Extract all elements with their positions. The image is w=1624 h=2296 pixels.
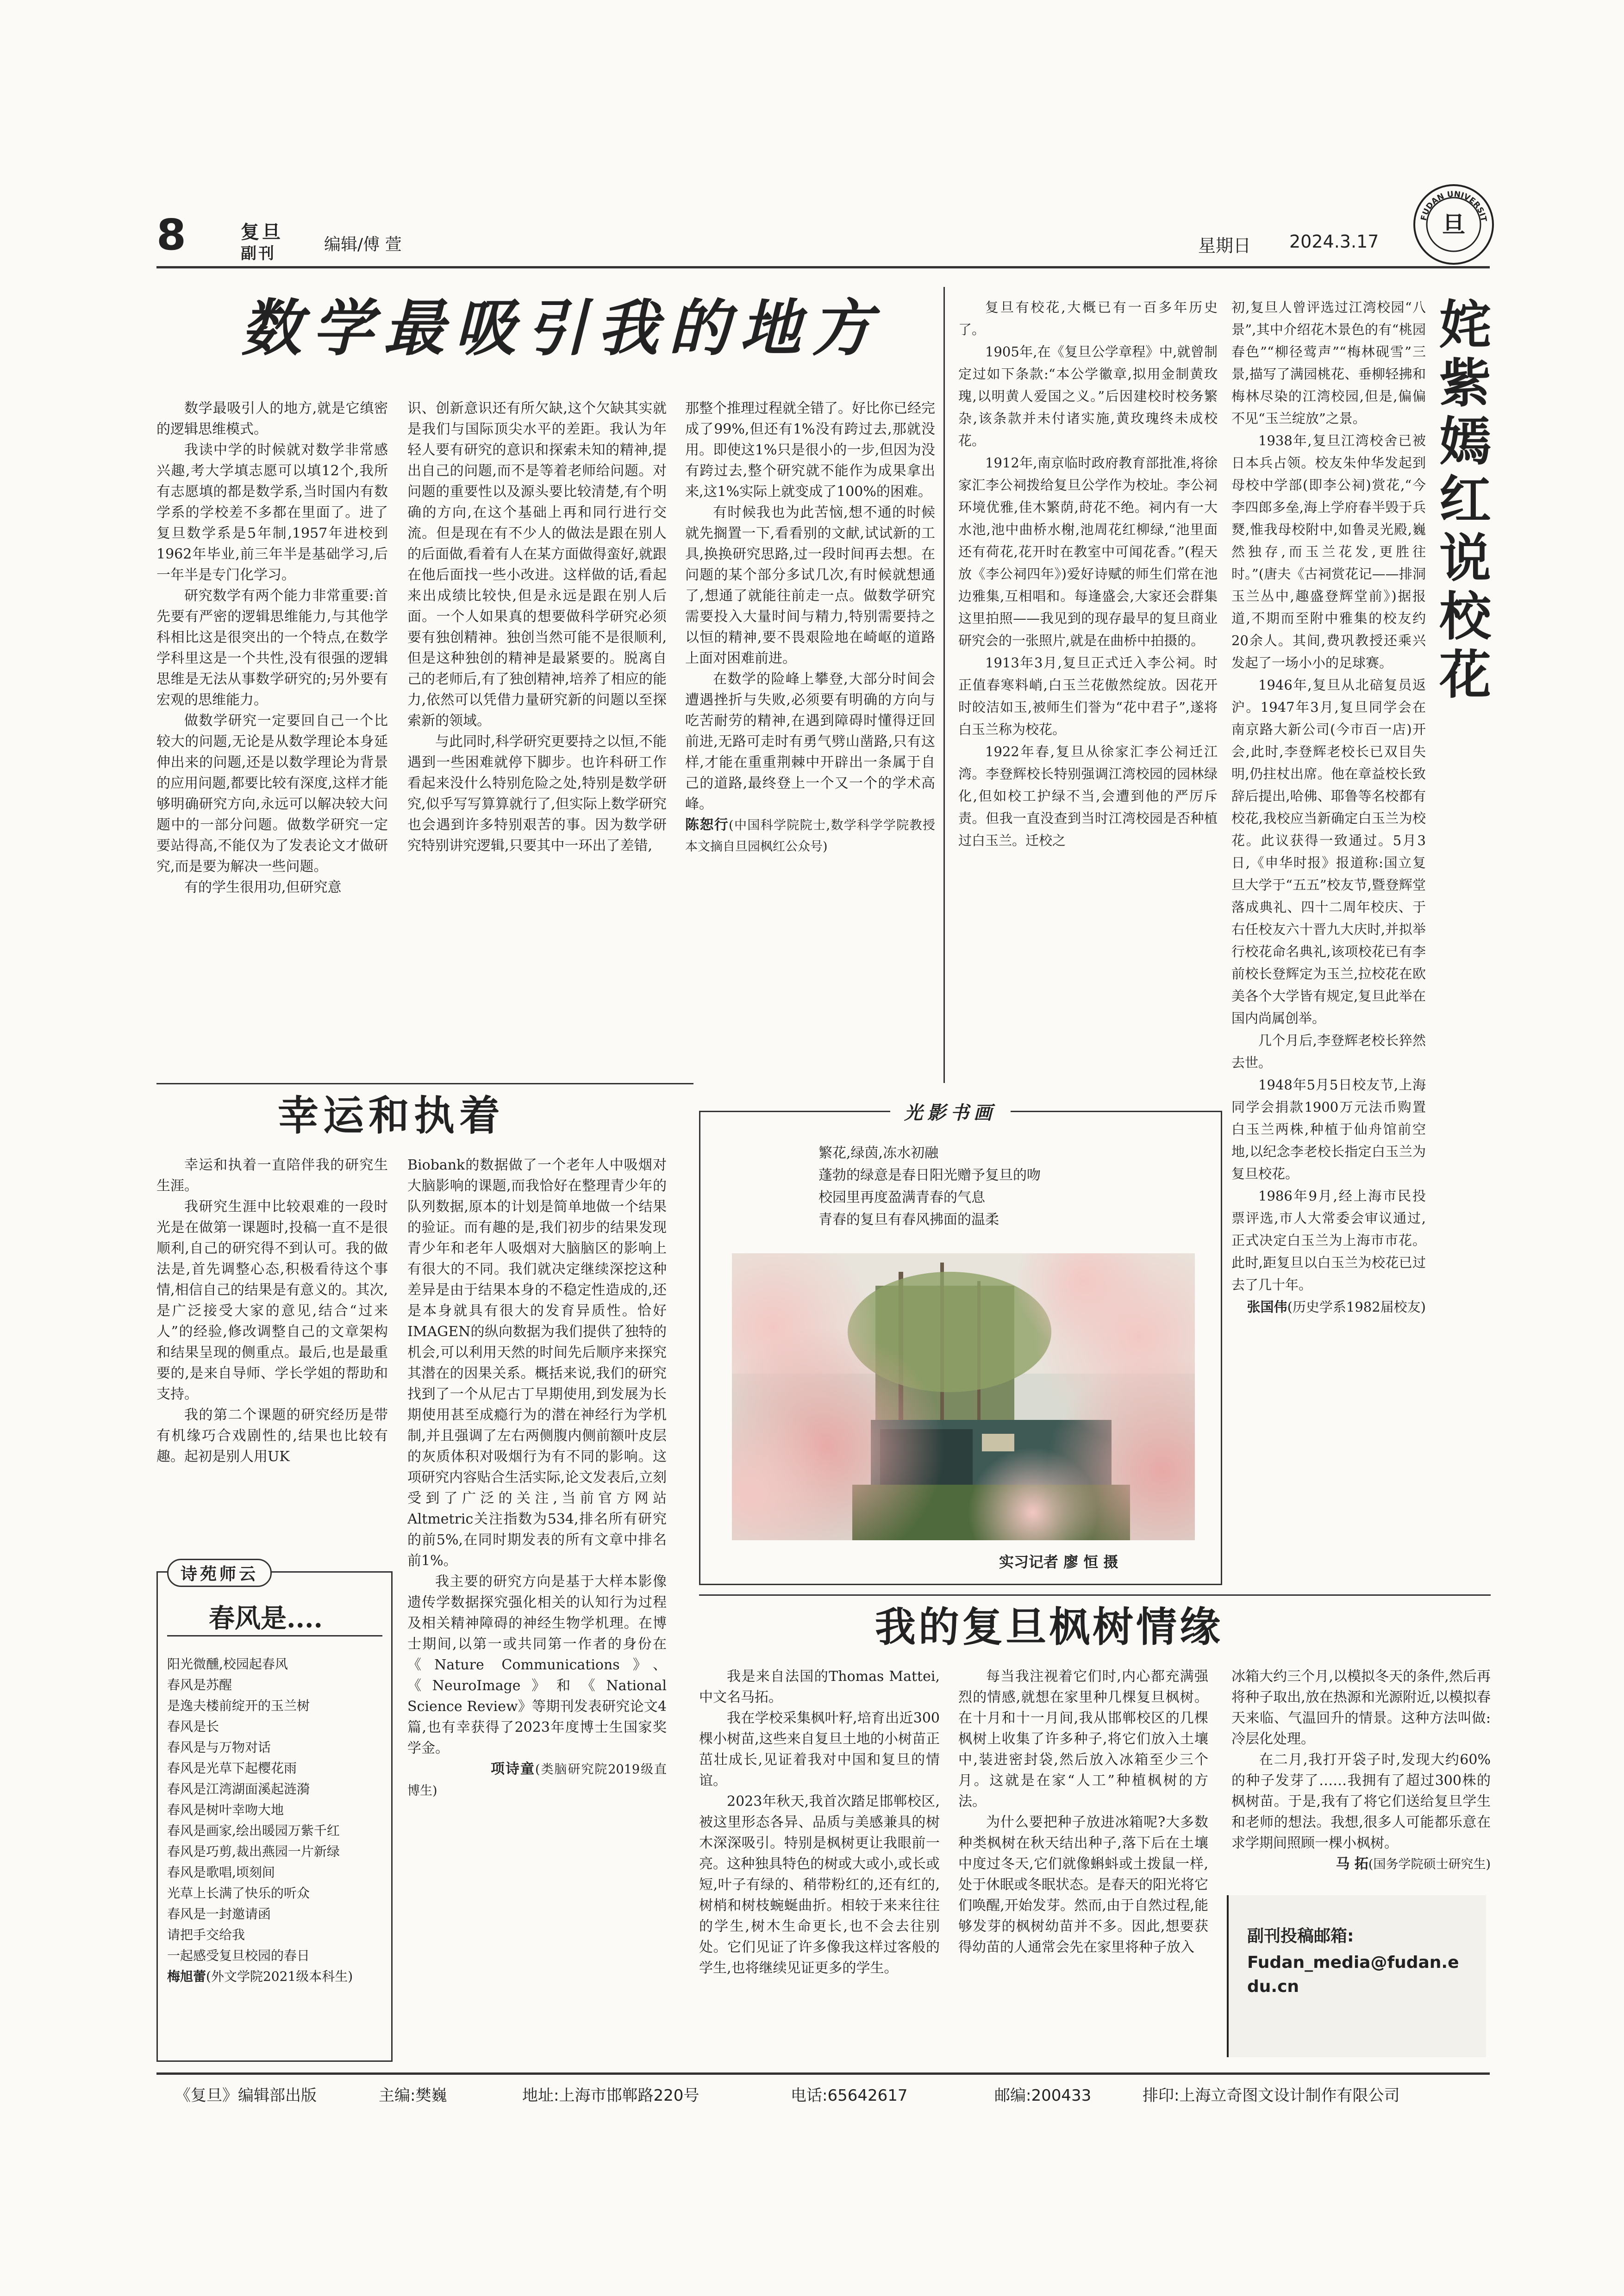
poem-author: 梅旭蕾 <box>167 1969 206 1984</box>
math-author: 陈恕行 <box>685 817 729 833</box>
luck-top-rule <box>156 1083 693 1084</box>
paragraph: 我主要的研究方向是基于大样本影像遗传学数据探究强化相关的认知行为过程及相关精神障碍的神经生物学机理。在博士期间,以第一或共同第一作者的身份在《Nature Communications》、《NeuroImage》和《National Science Review》等期刊发表研究论文4篇,也有幸获得了2023年度博士生国家奖学金。 <box>407 1574 667 1756</box>
paragraph: 1986年9月,经上海市民投票评选,市人大常委会审议通过,正式决定白玉兰为上海市市花。此时,距复旦以白玉兰为校花已过去了几十年。 <box>1231 1188 1426 1293</box>
poem-line: 春风是江湾湖面溪起涟漪 <box>167 1781 310 1797</box>
paragraph: 与此同时,科学研究更要持之以恒,不能遇到一些困难就停下脚步。也许科研工作看起来没什么特别危险之处,特别是数学研究,似乎写写算算就行了,但实际上数学研究也会遇到许多特别艰苦的事。因为数学研究特别讲究逻辑,只要其中一环出了差错, <box>407 734 667 854</box>
paragraph: 冰箱大约三个月,以模拟冬天的条件,然后再将种子取出,放在热源和光源附近,以模拟春天来临、气温回升的情景。这种方法叫做:冷层化处理。 <box>1231 1668 1491 1747</box>
paragraph: 做数学研究一定要回自己一个比较大的问题,无论是从数学理论本身延伸出来的问题,还是以数学理论为背景的应用问题,都要比较有深度,这样才能够明确研究方向,永远可以解决较大问题中的一部分问题。做数学研究一定要站得高,不能仅为了发表论文才做研究,而是要为解决一些问题。 <box>156 713 388 875</box>
paragraph: 每当我注视着它们时,内心都充满强烈的情感,就想在家里种几棵复旦枫树。在十月和十一月间,我从邯郸校区的几棵枫树上收集了许多种子,将它们放入土壤中,装进密封袋,然后放入冰箱至少三个月。这就是在家“人工”种植枫树的方法。 <box>958 1668 1208 1810</box>
paragraph: 我的第二个课题的研究经历是带有机缘巧合戏剧性的,结果也比较有趣。起初是别人用UK <box>156 1407 388 1465</box>
luck-col-1 <box>156 1155 388 1557</box>
footer-rule <box>156 2072 1490 2075</box>
footer-phone: 电话:65642617 <box>791 2086 908 2105</box>
paragraph: 有时候我也为此苦恼,想不通的时候就先搁置一下,看看别的文献,试试新的工具,换换研究思路,过一段时间再去想。在问题的某个部分多试几次,有时候就想通了,想通了就能往前走一点。做数学研究需要投入大量时间与精力,特别需要持之以恒的精神,要不畏艰险地在崎岖的道路上面对困难前进。 <box>685 504 935 666</box>
luck-title: 幸运和执着 <box>278 1091 505 1139</box>
caption-line: 繁花,绿茵,冻水初融 <box>818 1145 939 1161</box>
paragraph: 1913年3月,复旦正式迁入李公祠。时正值春寒料峭,白玉兰花傲然绽放。因花开时皎洁如玉,被师生们誉为“花中君子”,遂将白玉兰称为校花。 <box>958 655 1218 737</box>
poem-author-note: (外文学院2021级本科生) <box>206 1969 353 1984</box>
footer-chief-editor: 主编:樊巍 <box>379 2086 447 2105</box>
paragraph: 在二月,我打开袋子时,发现大约60%的种子发芽了……我拥有了超过300株的枫树苗。于是,我有了将它们送给复旦学生和老师的想法。我想,很多人可能都乐意在求学期间照顾一棵小枫树。 <box>1231 1752 1491 1851</box>
logo-text: FUDAN UNIVERSIT <box>1419 189 1488 223</box>
paragraph: 2023年秋天,我首次踏足邯郸校区,被这里形态各异、品质与美感兼具的树木深深吸引。特别是枫树更让我眼前一亮。这种独具特色的树或大或小,或长或短,叶子有绿的、稍带粉红的,还有红的,树梢和树枝蜿蜒曲折。相较于来来往往的学生,树木生命更长,也不会去往别处。它们见证了许多像我这样过客般的学生,也将继续见证更多的学生。 <box>699 1793 940 1976</box>
paragraph: 1946年,复旦从北碚复员返沪。1947年3月,复旦同学会在南京路大新公司(今市百一店)开会,此时,李登辉老校长已双目失明,仍拄杖出席。他在章益校长致辞后提出,哈佛、耶鲁等名校都有校花,我校应当新确定白玉兰为校花。此议获得一致通过。5月3日,《申华时报》报道称:国立复旦大学于“五五”校友节,暨登辉堂落成典礼、四十二周年校庆、于右任校友六十晋九大庆时,并拟举行校花命名典礼,该项校花已有李前校长登辉定为玉兰,拉校花在欧美各个大学皆有规定,复旦此举在国内尚属创举。 <box>1231 677 1426 1026</box>
paragraph: 有的学生很用功,但研究意 <box>184 879 342 896</box>
paragraph: 1912年,南京临时政府教育部批准,将徐家汇李公祠拨给复旦公学作为校址。李公祠环境优雅,佳木繁荫,莳花不绝。祠内有一大水池,池中曲桥水榭,池周花红柳绿,“池里面还有荷花,花开时在教室中可闻花香。”(程天放《李公祠四年》)爱好诗赋的师生们常在池边雅集,互相唱和。每逢盛会,大家还会群集这里拍照——我见到的现存最早的复旦商业研究会的一张照片,就是在曲桥中拍摄的。 <box>958 455 1218 648</box>
poem-line: 春风是一封邀请函 <box>167 1906 271 1922</box>
photo-credit: 实习记者 廖 恒 摄 <box>999 1553 1118 1571</box>
paragraph: 幸运和执着一直陪伴我的研究生生涯。 <box>156 1157 388 1194</box>
paragraph: 为什么要把种子放进冰箱呢?大多数种类枫树在秋天结出种子,落下后在土壤中度过冬天,它们就像蝌蚪或土拨鼠一样,处于休眠或冬眠状态。是春天的阳光将它们唤醒,开始发芽。然而,由于自然过程,能够发芽的枫树幼苗并不多。因此,想要获得幼苗的人通常会先在家里将种子放入 <box>958 1814 1208 1955</box>
magnolia-title: 姹紫嫣红说校花 <box>1439 295 1491 705</box>
magnolia-col-1 <box>958 296 1218 1092</box>
poem-lines <box>167 1654 387 1987</box>
submission-box <box>1227 1895 1486 2057</box>
paragraph: 数学最吸引人的地方,就是它缜密的逻辑思维模式。 <box>156 400 388 437</box>
paragraph: 1938年,复旦江湾校舍已被日本兵占领。校友朱仲华发起到母校中学部(即李公祠)赏花,“今李四郎多垒,海上学府春半毁于兵燹,惟我母校附中,如鲁灵光殿,巍然独存,而玉兰花发,更胜往时。”(唐夫《古祠赏花记——排洞玉兰丛中,趣盛登辉堂前》)据报道,不期而至附中雅集的校友约20余人。其间,费巩教授还乘兴发起了一场小小的足球赛。 <box>1231 433 1426 671</box>
poem-line: 春风是与万物对话 <box>167 1740 271 1755</box>
paragraph: 1948年5月5日校友节,上海同学会捐款1900万元法币购置白玉兰两株,种植于仙舟馆前空地,以纪念李老校长指定白玉兰为复旦校花。 <box>1231 1077 1426 1182</box>
maple-col-1 <box>699 1666 940 2064</box>
luck-author: 项诗童 <box>491 1761 535 1777</box>
caption-line: 校园里再度盈满青春的气息 <box>818 1189 985 1206</box>
poem-line: 春风是树叶幸吻大地 <box>167 1802 284 1817</box>
poem-line: 春风是巧剪,裁出燕园一片新绿 <box>167 1844 340 1859</box>
caption-line: 蓬勃的绿意是春日阳光赠予复旦的吻 <box>818 1167 1041 1183</box>
maple-col-3 <box>1231 1666 1491 1884</box>
fudan-logo <box>1412 183 1495 266</box>
building-sign <box>982 1434 1014 1451</box>
campus-photo <box>732 1253 1195 1540</box>
paragraph: 初,复旦人曾评选过江湾校园“八景”,其中介绍花木景色的有“桃园春色”“柳径莺声”“梅林砚雪”三景,描写了满园桃花、垂柳轻拂和梅林尽染的江湾校园,但是,偏偏不见“玉兰绽放”之景。 <box>1231 299 1426 426</box>
magnolia-author: 张国伟 <box>1247 1299 1287 1315</box>
math-col-2 <box>407 398 667 1090</box>
poem-line: 请把手交给我 <box>167 1927 245 1942</box>
math-column-rule <box>943 287 945 1083</box>
magnolia-col-2 <box>1231 296 1426 1587</box>
poem-line: 春风是画家,绘出暖园万紫千红 <box>167 1823 340 1838</box>
masthead-name: 复旦 <box>241 221 283 243</box>
paragraph: 我研究生涯中比较艰难的一段时光是在做第一课题时,投稿一直不是很顺利,自己的研究得不到认可。我的做法是,首先调整心态,积极看待这个事情,相信自己的结果是有意义的。其次,是广泛接受大家的意见,结合“过来人”的经验,修改调整自己的文章架构和结果呈现的侧重点。最后,也是最重要的,是来自导师、学长学姐的帮助和支持。 <box>156 1199 388 1402</box>
paragraph: 在数学的险峰上攀登,大部分时间会遭遇挫折与失败,必须要有明确的方向与吃苦耐劳的精神,在遇到障碍时懂得迂回前进,无路可走时有勇气劈山凿路,只有这样,才能在重重荆棘中开辟出一条属于自己的道路,最终登上一个又一个的学术高峰。 <box>685 671 935 812</box>
math-author-note: (中国科学院院士,数学科学学院教授 本文摘自旦园枫红公众号) <box>685 818 935 854</box>
magnolia-author-note: (历史学系1982届校友) <box>1287 1299 1426 1315</box>
paragraph: 那整个推理过程就全错了。好比你已经完成了99%,但还有1%没有跨过去,那就没用。即使这1%只是很小的一步,但因为没有跨过去,整个研究就不能作为成果拿出来,这1%实际上就变成了100%的困难。 <box>685 400 935 500</box>
poem-column-badge: 诗苑师云 <box>167 1559 272 1587</box>
paragraph: 我在学校采集枫叶籽,培育出近300棵小树苗,这些来自复旦土地的小树苗正茁壮成长,见证着我对中国和复旦的情谊。 <box>699 1710 940 1789</box>
page-footer <box>156 2083 1490 2110</box>
maple-author: 马 拓 <box>1336 1856 1368 1872</box>
paragraph: 1905年,在《复旦公学章程》中,就曾制定过如下条款:“本公学徽章,拟用金制黄玫瑰,以明黄人爱国之义。”后因建校时校务繁杂,该条款并未付诸实施,黄玫瑰终未成校花。 <box>958 344 1218 448</box>
poem-line: 春风是歌唱,顷刻间 <box>167 1865 275 1880</box>
header-rule <box>156 266 1490 268</box>
paragraph: Biobank的数据做了一个老年人中吸烟对大脑影响的课题,而我恰好在整理青少年的队列数据,原本的计划是简单地做一个结果的验证。而有趣的是,我们初步的结果发现青少年和老年人吸烟对大脑脑区的影响上有很大的不同。我们就决定继续深挖这种差异是由于结果本身的不稳定性造成的,还是本身就具有很大的发育异质性。恰好IMAGEN的纵向数据为我们提供了独特的机会,可以利用天然的时间先后顺序来探究其潜在的因果关系。概括来说,我们的研究找到了一个从尼古丁早期使用,到发展为长期使用甚至成瘾行为的潜在神经行为学机制,并且强调了左右两侧腹内侧前额叶皮层的灰质体积对吸烟行为有不同的影响。这项研究内容贴合生活实际,论文发表后,立刻受到了广泛的关注,当前官方网站Altmetric关注指数为534,排名所有研究的前5%,在同时期发表的所有文章中排名前1%。 <box>407 1157 667 1569</box>
maple-top-rule <box>699 1594 1491 1596</box>
paragraph: 识、创新意识还有所欠缺,这个欠缺其实就是我们与国际顶尖水平的差距。我认为年轻人要有研究的意识和探索未知的精神,提出自己的问题,而不是等着老师给问题。对问题的重要性以及源头要比较清楚,有个明确的方向,在这个基础上再和同行进行交流。但是现在有不少人的做法是跟在别人的后面做,看着有人在某方面做得蛮好,就跟在他后面找一些小改进。这样做的话,看起来出成绩比较快,但是永远是跟在别人后面。一个人如果真的想要做科学研究必须要有独创精神。独创当然可能不是很顺利,但是这种独创的精神是最紧要的。脱离自己的老师后,有了独创精神,培养了相应的能力,依然可以凭借力量研究新的问题以至探索新的领域。 <box>407 400 667 729</box>
maple-title: 我的复旦枫树情缘 <box>875 1603 1224 1651</box>
poem-line: 是逸夫楼前绽开的玉兰树 <box>167 1698 310 1713</box>
paragraph: 我是来自法国的Thomas Mattei,中文名马拓。 <box>699 1668 940 1705</box>
paragraph: 复旦有校花,大概已有一百多年历史了。 <box>958 299 1218 337</box>
editor-credit: 编辑/傅 萱 <box>324 235 402 254</box>
luck-col-2 <box>407 1155 667 2062</box>
footer-address: 地址:上海市邯郸路220号 <box>522 2086 700 2105</box>
caption-line: 青春的复旦有春风拂面的温柔 <box>818 1212 999 1228</box>
luck-author-note: (类脑研究院2019级直博生) <box>407 1762 667 1798</box>
paragraph: 我读中学的时候就对数学非常感兴趣,考大学填志愿可以填12个,我所有志愿填的都是数学系,当时国内有数学系的学校差不多都在里面了。进了复旦数学系是5年制,1957年进校到1962年毕业,前三年半是基础学习,后一年半是专门化学习。 <box>156 442 388 583</box>
poem-title-rule <box>167 1635 382 1636</box>
weekday: 星期日 <box>1198 236 1251 256</box>
maple-author-note: (国务学院硕士研究生) <box>1368 1857 1491 1872</box>
page-number: 8 <box>156 210 187 260</box>
issue-date: 2024.3.17 <box>1289 231 1379 252</box>
poem-box <box>156 1564 393 2062</box>
submission-email[interactable]: Fudan_media@fudan.edu.cn <box>1247 1953 1459 1996</box>
poem-line: 春风是苏醒 <box>167 1677 232 1692</box>
math-col-3 <box>685 398 935 1092</box>
math-col-1 <box>156 398 388 1090</box>
photo-column-badge: 光影书画 <box>890 1098 1011 1125</box>
svg-text:旦: 旦 <box>1442 211 1465 238</box>
photo-caption <box>818 1142 1170 1231</box>
footer-publisher: 《复旦》编辑部出版 <box>175 2086 317 2105</box>
footer-postcode: 邮编:200433 <box>994 2086 1092 2105</box>
masthead-sub: 副刊 <box>241 244 276 263</box>
maple-col-2 <box>958 1666 1208 2064</box>
paragraph: 几个月后,李登辉老校长猝然去世。 <box>1231 1033 1426 1070</box>
poem-line: 春风是长 <box>167 1719 219 1734</box>
poem-line: 一起感受复旦校园的春日 <box>167 1948 310 1963</box>
poem-line: 阳光微醺,校园起春风 <box>167 1656 288 1672</box>
footer-printer: 排印:上海立奇图文设计制作有限公司 <box>1143 2086 1400 2105</box>
photo-box <box>699 1102 1222 1585</box>
paragraph: 研究数学有两个能力非常重要:首先要有严密的逻辑思维能力,与其他学科相比这是很突出的一个特点,在数学学科里这是一个共性,没有很强的逻辑思维是无法从事数学研究的;另外要有宏观的思维能力。 <box>156 588 388 708</box>
page-header <box>0 0 1624 263</box>
math-title: 数学最吸引我的地方 <box>241 292 882 364</box>
poem-line: 春风是光草下起樱花雨 <box>167 1761 297 1776</box>
poem-title: 春风是.... <box>209 1603 323 1634</box>
poem-line: 光草上长满了快乐的听众 <box>167 1885 310 1901</box>
submission-label: 副刊投稿邮箱: <box>1247 1927 1354 1946</box>
paragraph: 1922年春,复旦从徐家汇李公祠迁江湾。李登辉校长特别强调江湾校园的园林绿化,但如校工护绿不当,会遭到他的严厉斥责。但我一直没查到当时江湾校园是否种植过白玉兰。迁校之 <box>958 744 1218 848</box>
